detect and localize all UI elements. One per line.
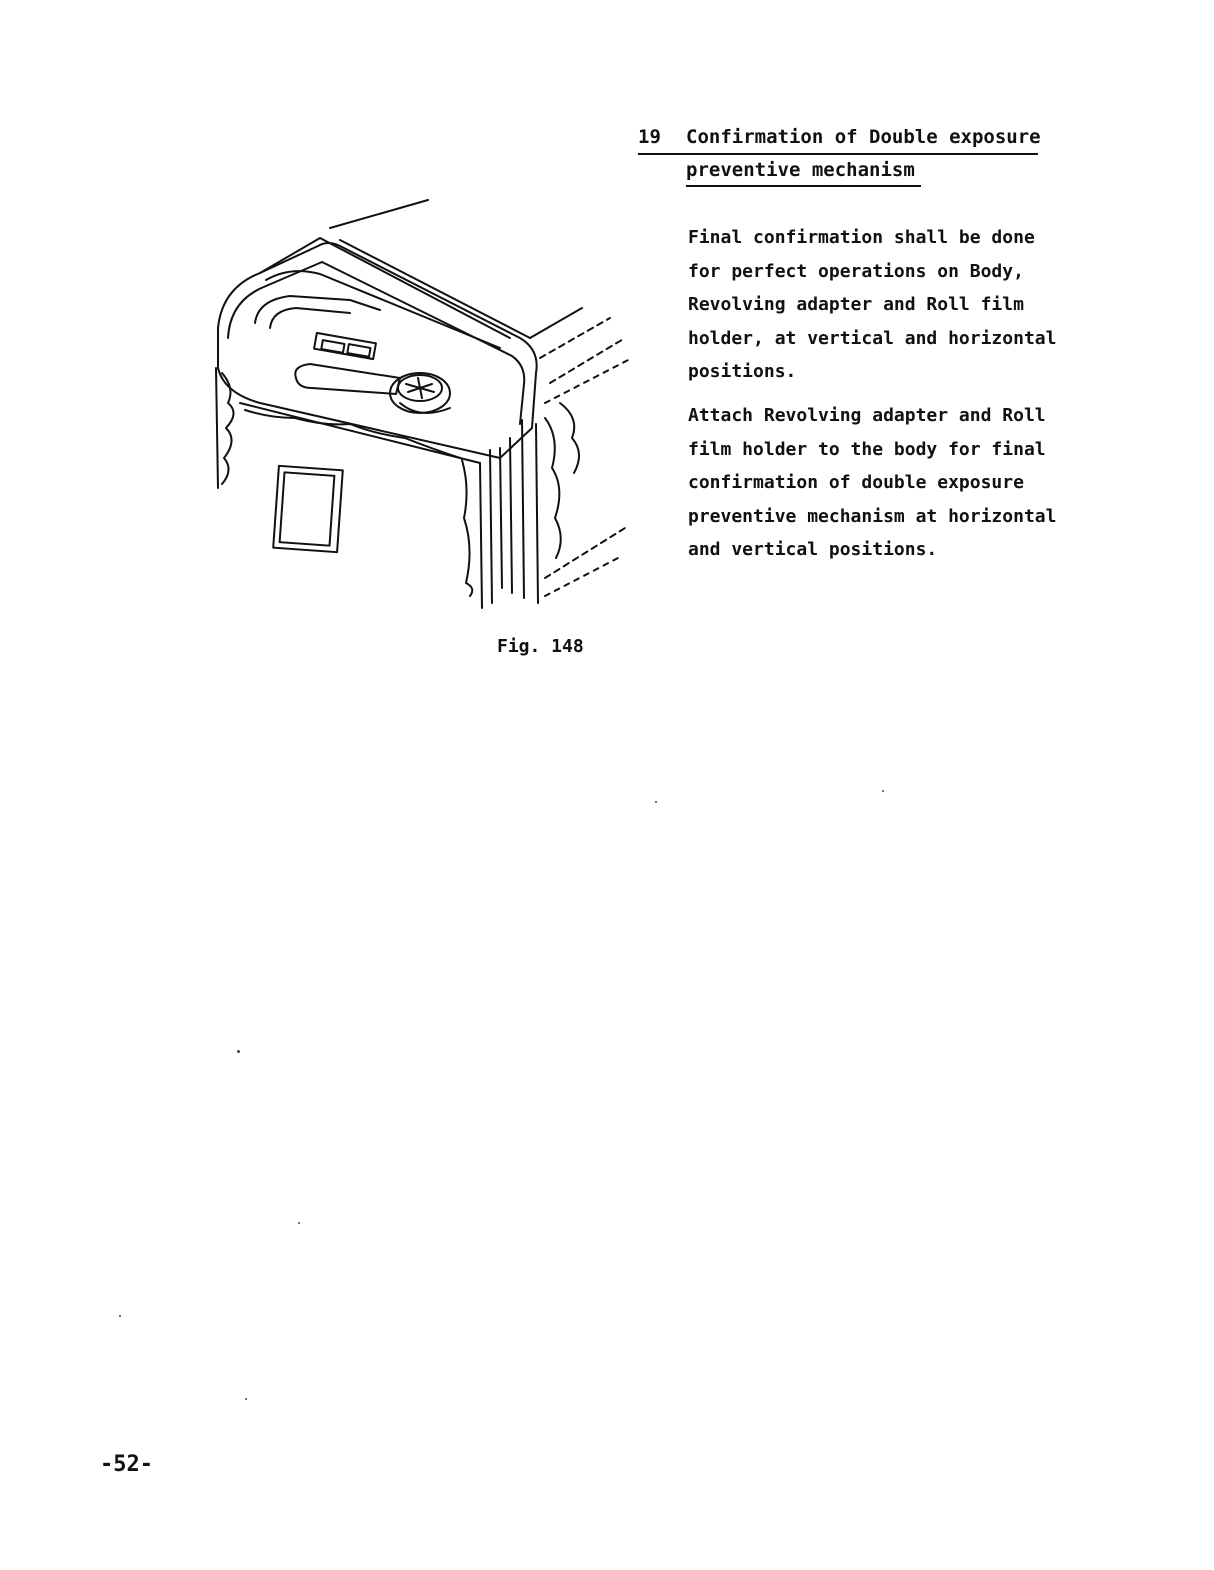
scan-speck [882, 790, 884, 792]
text-line: preventive mechanism at horizontal [688, 505, 1057, 527]
section-number: 19 [638, 126, 661, 148]
text-line: Revolving adapter and Roll film [688, 294, 1024, 315]
scan-speck [119, 1315, 121, 1317]
camera-illustration [200, 188, 640, 618]
section-title-line1: Confirmation of Double exposure [686, 126, 1041, 148]
text-line: film holder to the body for final [688, 438, 1046, 460]
scan-speck [298, 1222, 300, 1224]
text-line: positions. [688, 361, 797, 382]
figure-caption: Fig. 148 [497, 636, 584, 657]
scan-speck [245, 1398, 247, 1400]
text-line: confirmation of double exposure [688, 472, 1024, 493]
section-heading-line1 [638, 122, 1041, 155]
text-line: holder, at vertical and horizontal [688, 327, 1057, 349]
camera-body-roll-film-holder-icon [200, 188, 640, 618]
text-line: for perfect operations on Body, [688, 260, 1024, 282]
text-line: and vertical positions. [688, 539, 938, 560]
paragraph-attach-adapter [688, 399, 1088, 567]
text-line: Final confirmation shall be done [688, 227, 1035, 248]
paragraph-final-confirmation [688, 221, 1088, 389]
section-title-line2: preventive mechanism [686, 155, 921, 187]
section-heading [638, 122, 1041, 187]
text-line: Attach Revolving adapter and Roll [688, 405, 1046, 426]
page-number: -52- [100, 1452, 153, 1477]
scan-speck [237, 1050, 240, 1053]
scan-speck [655, 801, 657, 803]
